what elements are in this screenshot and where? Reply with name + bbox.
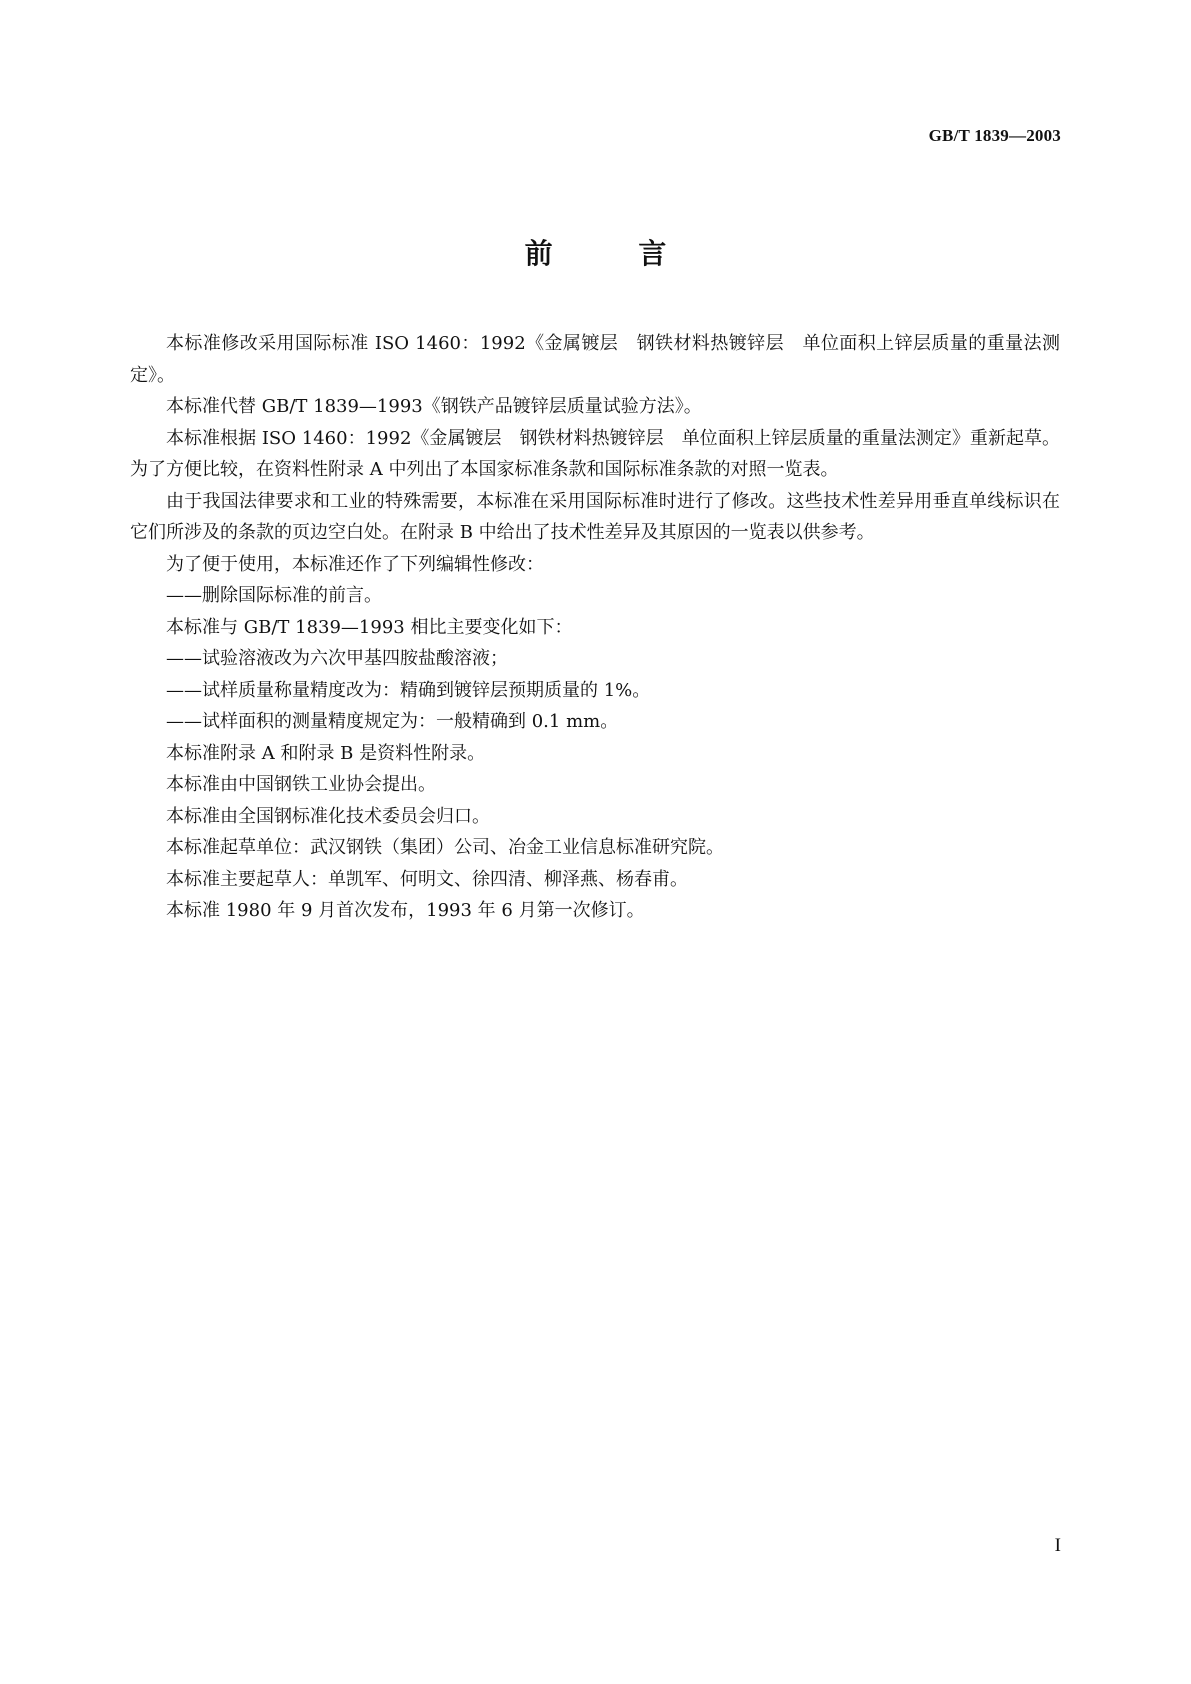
foreword-paragraph: 本标准修改采用国际标准 ISO 1460：1992《金属镀层 钢铁材料热镀锌层 单位面积上锌层质量的重量法测定》。 — [130, 333, 1060, 386]
page-number: I — [1054, 1535, 1061, 1556]
foreword-paragraph: 本标准主要起草人：单凯军、何明文、徐四清、柳泽燕、杨春甫。 — [166, 868, 688, 890]
foreword-list-item: ——删除国际标准的前言。 — [166, 585, 382, 606]
foreword-body — [130, 328, 1060, 927]
foreword-list-item: ——试样质量称量精度改为：精确到镀锌层预期质量的 1%。 — [166, 679, 651, 701]
foreword-paragraph: 本标准根据 ISO 1460：1992《金属镀层 钢铁材料热镀锌层 单位面积上锌层质量的重量法测定》重新起草。为了方便比较，在资料性附录 A 中列出了本国家标准条款和国际标准条款的对照一览表。 — [130, 427, 1060, 480]
foreword-paragraph: 本标准附录 A 和附录 B 是资料性附录。 — [166, 742, 486, 764]
foreword-paragraph: 本标准与 GB/T 1839—1993 相比主要变化如下： — [166, 616, 573, 638]
foreword-paragraph: 本标准由全国钢标准化技术委员会归口。 — [166, 805, 490, 827]
foreword-paragraph: 本标准起草单位：武汉钢铁（集团）公司、冶金工业信息标准研究院。 — [166, 837, 724, 858]
foreword-paragraph: 本标准 1980 年 9 月首次发布，1993 年 6 月第一次修订。 — [166, 900, 645, 921]
foreword-paragraph: 本标准代替 GB/T 1839—1993《钢铁产品镀锌层质量试验方法》。 — [166, 396, 702, 417]
page-title: 前 言 — [524, 237, 705, 270]
foreword-paragraph: 本标准由中国钢铁工业协会提出。 — [166, 774, 436, 795]
foreword-paragraph: 由于我国法律要求和工业的特殊需要，本标准在采用国际标准时进行了修改。这些技术性差异用垂直单线标识在它们所涉及的条款的页边空白处。在附录 B 中给出了技术性差异及其原因的一览表以供参考。 — [130, 490, 1060, 543]
standard-code: GB/T 1839—2003 — [928, 126, 1061, 145]
foreword-list-item: ——试验溶液改为六次甲基四胺盐酸溶液； — [166, 648, 508, 669]
foreword-list-item: ——试样面积的测量精度规定为：一般精确到 0.1 mm。 — [166, 711, 619, 732]
foreword-paragraph: 为了便于使用，本标准还作了下列编辑性修改： — [166, 553, 544, 575]
